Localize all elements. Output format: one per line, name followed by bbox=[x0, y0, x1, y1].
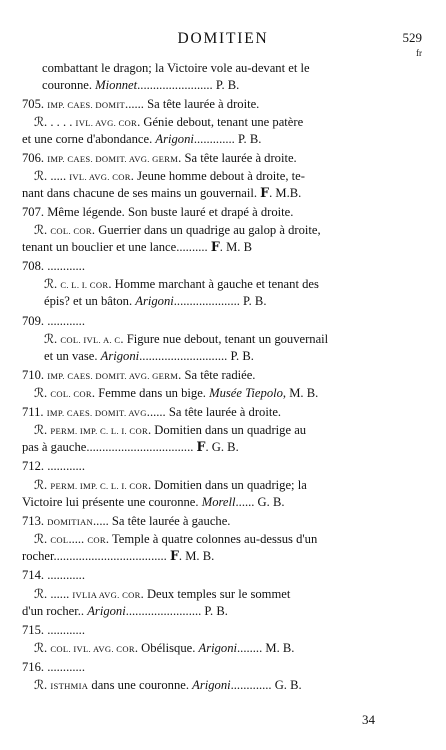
italic-source: Mionnet bbox=[95, 78, 138, 92]
line-text: ℛ. bbox=[44, 332, 61, 346]
catalogue-line bbox=[22, 458, 446, 475]
line-text: d'un rocher.. bbox=[22, 604, 88, 618]
signature-mark: fr bbox=[416, 48, 422, 58]
line-text: . Deux temples sur le sommet bbox=[140, 587, 291, 601]
italic-source: Arigoni bbox=[198, 641, 238, 655]
legend-text: IMP. CAES. DOMIT. AVG. GERM bbox=[47, 371, 179, 381]
line-text: ............. G. B. bbox=[230, 678, 302, 692]
line-text: . Temple à quatre colonnes au-dessus d'un bbox=[105, 532, 318, 546]
catalogue-line bbox=[22, 131, 446, 148]
line-text: ........................ P. B. bbox=[137, 78, 240, 92]
line-text: 708. ............ bbox=[22, 259, 85, 273]
catalogue-line bbox=[22, 96, 446, 113]
line-text: rocher.................................... bbox=[22, 549, 170, 563]
catalogue-line bbox=[34, 677, 446, 694]
line-text: . Jeune homme debout à droite, te- bbox=[130, 169, 305, 183]
legend-text: IMP. CAES. DOMIT bbox=[47, 100, 126, 110]
line-text: épis? et un bâton. bbox=[44, 294, 136, 308]
line-text: 712. ............ bbox=[22, 459, 85, 473]
line-text: . M. B. bbox=[178, 549, 215, 563]
line-text: ℛ. bbox=[34, 386, 51, 400]
line-text: ℛ. bbox=[34, 532, 51, 546]
catalogue-line bbox=[22, 622, 446, 639]
line-text: ...... Sa tête laurée à droite. bbox=[125, 97, 260, 111]
catalogue-line bbox=[44, 293, 446, 310]
line-text: Victoire lui présente une couronne. bbox=[22, 495, 202, 509]
catalogue-line bbox=[34, 114, 446, 131]
line-text: . Domitien dans un quadrige au bbox=[148, 423, 307, 437]
line-text: ............................ P. B. bbox=[139, 349, 254, 363]
line-text: ...... G. B. bbox=[235, 495, 285, 509]
line-text: . Homme marchant à gauche et tenant des bbox=[108, 277, 319, 291]
catalogue-line bbox=[22, 150, 446, 167]
running-title: DOMITIEN bbox=[177, 30, 269, 47]
catalogue-line bbox=[22, 258, 446, 275]
catalogue-line bbox=[34, 477, 446, 494]
line-text: et une corne d'abondance. bbox=[22, 132, 156, 146]
line-text: couronne. bbox=[42, 78, 96, 92]
line-text: . Figure nue debout, tenant un gouvernail bbox=[120, 332, 329, 346]
catalogue-line bbox=[22, 367, 446, 384]
line-text: 714. ............ bbox=[22, 568, 85, 582]
line-text: ℛ. ...... bbox=[34, 587, 73, 601]
line-text: 715. ............ bbox=[22, 623, 85, 637]
line-text: ℛ. bbox=[34, 223, 51, 237]
catalogue-line bbox=[22, 239, 446, 256]
legend-text: IMP. CAES. DOMIT. AVG bbox=[46, 408, 147, 418]
line-text: ..................... P. B. bbox=[173, 294, 267, 308]
catalogue-line bbox=[34, 640, 446, 657]
line-text: . Génie debout, tenant une patère bbox=[137, 115, 304, 129]
catalogue-line bbox=[44, 348, 446, 365]
line-text: 707. Même légende. Son buste lauré et drapé à droite. bbox=[22, 205, 294, 219]
legend-text: PERM. IMP. C. L. I. COR bbox=[50, 426, 148, 436]
catalogue-line bbox=[34, 531, 446, 548]
legend-text: IVL. AVG. COR bbox=[69, 172, 131, 182]
page-number: 529 bbox=[402, 30, 422, 45]
italic-source: Arigoni bbox=[192, 678, 231, 692]
line-text: . Femme dans un bige. bbox=[91, 386, 210, 400]
gathering-signature: 34 bbox=[362, 712, 375, 727]
catalogue-line bbox=[44, 331, 446, 348]
line-text: ...... Sa tête laurée à droite. bbox=[146, 405, 282, 419]
line-text: nant dans chacune de ses mains un gouvernail. bbox=[22, 186, 261, 200]
line-text: 709. ............ bbox=[22, 314, 85, 328]
catalogue-line bbox=[22, 603, 446, 620]
line-text: 𝐅 bbox=[210, 240, 220, 254]
italic-source: Arigoni bbox=[87, 604, 126, 618]
line-text: ℛ. bbox=[34, 478, 51, 492]
italic-source: Arigoni bbox=[155, 132, 194, 146]
legend-text: COR bbox=[87, 535, 106, 545]
line-text: . Guerrier dans un quadrige au galop à droite, bbox=[91, 223, 321, 237]
line-text: ........................ P. B. bbox=[125, 604, 228, 618]
catalogue-line bbox=[22, 659, 446, 676]
line-text: combattant le dragon; la Victoire vole au-devant et le bbox=[42, 61, 310, 75]
line-text: ........ M. B. bbox=[237, 641, 295, 655]
catalogue-line bbox=[22, 313, 446, 330]
line-text: ℛ. bbox=[34, 423, 51, 437]
line-text: et un vase. bbox=[44, 349, 101, 363]
catalogue-line bbox=[34, 222, 446, 239]
line-text: 713. bbox=[22, 514, 48, 528]
line-text: ............. P. B. bbox=[193, 132, 262, 146]
legend-text: PERM. IMP. C. L. I. COR bbox=[50, 481, 148, 491]
legend-text: ISTHMIA bbox=[50, 681, 89, 691]
line-text: . G. B. bbox=[205, 440, 239, 454]
line-text: 716. ............ bbox=[22, 660, 85, 674]
catalogue-line bbox=[44, 276, 446, 293]
catalogue-line bbox=[34, 422, 446, 439]
line-text: 710. bbox=[22, 368, 48, 382]
italic-source: Arigoni bbox=[135, 294, 174, 308]
line-text: pas à gauche.................................. bbox=[22, 440, 197, 454]
line-text: ℛ. bbox=[44, 277, 61, 291]
line-text: ℛ. bbox=[34, 641, 51, 655]
page-header bbox=[0, 30, 446, 58]
line-text: ℛ. ..... bbox=[34, 169, 70, 183]
catalogue-line bbox=[22, 494, 446, 511]
line-text: 705. bbox=[22, 97, 48, 111]
line-text: 706. bbox=[22, 151, 48, 165]
catalogue-line bbox=[22, 439, 446, 456]
line-text: ℛ. . . . . bbox=[34, 115, 76, 129]
line-text: 𝐅 bbox=[260, 186, 270, 200]
line-text: ..... Sa tête laurée à gauche. bbox=[93, 514, 231, 528]
catalogue-line bbox=[42, 60, 446, 77]
catalogue-line bbox=[22, 404, 446, 421]
legend-text: IMP. CAES. DOMIT. AVG. GERM bbox=[47, 154, 179, 164]
line-text: . M. B bbox=[219, 240, 252, 254]
legend-text: COL. IVL. AVG. COR bbox=[50, 644, 135, 654]
italic-source: Musée Tiepolo bbox=[209, 386, 283, 400]
catalogue-line bbox=[34, 586, 446, 603]
catalogue-line bbox=[22, 567, 446, 584]
line-text: dans une couronne. bbox=[88, 678, 193, 692]
italic-source: Morell bbox=[201, 495, 236, 509]
legend-text: COL bbox=[50, 535, 69, 545]
line-text: ℛ. bbox=[34, 678, 51, 692]
line-text: tenant un bouclier et une lance.......... bbox=[22, 240, 211, 254]
line-text: 𝐅 bbox=[196, 440, 206, 454]
line-text: . Sa tête radiée. bbox=[178, 368, 256, 382]
catalogue-line bbox=[42, 77, 446, 94]
legend-text: IVLIA AVG. COR bbox=[72, 590, 141, 600]
line-text: 711. bbox=[22, 405, 47, 419]
catalogue-line bbox=[34, 168, 446, 185]
line-text: . Obélisque. bbox=[134, 641, 199, 655]
italic-source: Arigoni bbox=[100, 349, 140, 363]
catalogue-line bbox=[22, 204, 446, 221]
legend-text: COL. COR bbox=[50, 389, 92, 399]
catalogue-line bbox=[22, 513, 446, 530]
legend-text: COL. COR bbox=[50, 226, 92, 236]
legend-text: C. L. I. COR bbox=[60, 280, 109, 290]
line-text: , M. B. bbox=[282, 386, 319, 400]
line-text: ..... bbox=[68, 532, 88, 546]
line-text: . Domitien dans un quadrige; la bbox=[148, 478, 307, 492]
catalogue-line bbox=[22, 548, 446, 565]
catalogue-line bbox=[22, 185, 446, 202]
catalogue-line bbox=[34, 385, 446, 402]
legend-text: DOMITIAN bbox=[47, 517, 94, 527]
legend-text: IVL. AVG. COR bbox=[75, 118, 138, 128]
line-text: 𝐅 bbox=[169, 549, 179, 563]
line-text: . M.B. bbox=[269, 186, 302, 200]
legend-text: COL. IVL. A. C bbox=[60, 335, 121, 345]
line-text: . Sa tête laurée à droite. bbox=[178, 151, 297, 165]
